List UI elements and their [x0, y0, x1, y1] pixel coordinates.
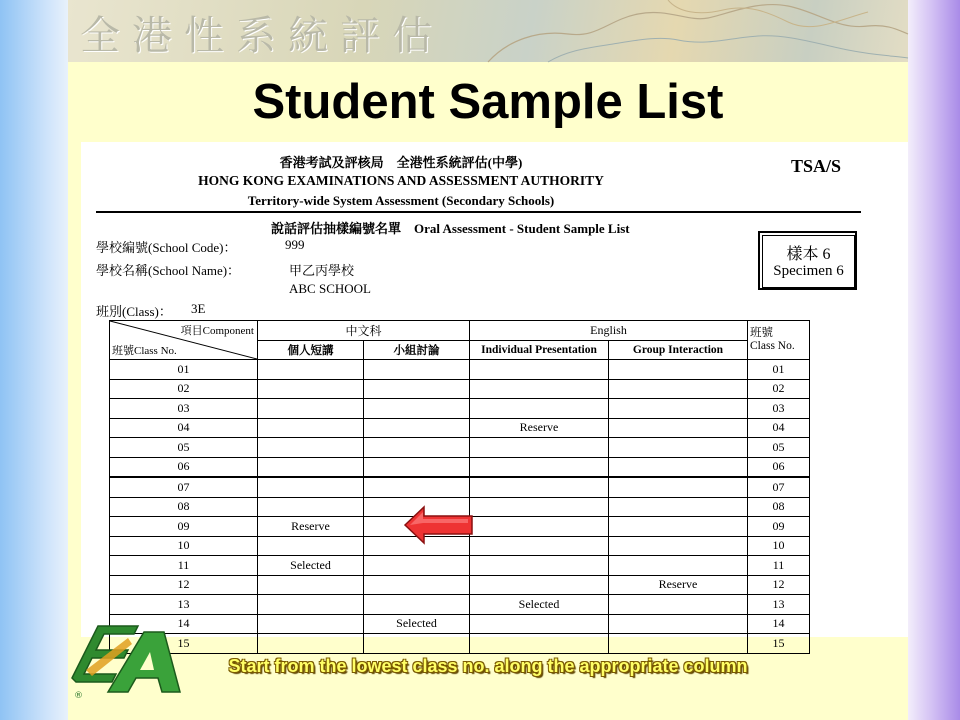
- header-chinese-subject: 中文科: [258, 321, 470, 341]
- cell-zh-individual: [258, 477, 364, 497]
- table-row: [110, 418, 810, 438]
- banner-title: 全港性系統評估: [80, 13, 444, 59]
- header-class-no-en: Class No.: [750, 340, 795, 352]
- doc-list-title: 說話評估抽樣編號名單 Oral Assessment - Student Sample List: [271, 221, 630, 236]
- cell-class-no: 10: [110, 536, 258, 556]
- cell-zh-individual: [258, 497, 364, 517]
- cell-class-no: 12: [110, 575, 258, 595]
- cell-en-group: [609, 379, 748, 399]
- cell-class-no-right: 10: [748, 536, 810, 556]
- table-row: [110, 477, 810, 497]
- header-banner: [68, 0, 908, 62]
- cell-en-individual: [470, 536, 609, 556]
- specimen-label-chinese: 樣本 6: [786, 246, 831, 263]
- cell-class-no: 13: [110, 595, 258, 615]
- cell-zh-individual: [258, 536, 364, 556]
- cell-zh-group: [364, 457, 470, 477]
- table-row: [110, 575, 810, 595]
- cell-zh-individual: [258, 399, 364, 419]
- cell-en-group: [609, 497, 748, 517]
- cell-class-no-right: 01: [748, 360, 810, 380]
- cell-en-group: [609, 477, 748, 497]
- cell-class-no-right: 15: [748, 634, 810, 654]
- table-row: [110, 634, 810, 654]
- corner-class-label: 班號Class No.: [112, 345, 177, 357]
- cell-en-individual: [470, 614, 609, 634]
- cell-zh-group: [364, 360, 470, 380]
- cell-zh-group: [364, 634, 470, 654]
- cell-class-no-right: 02: [748, 379, 810, 399]
- specimen-label-english: Specimen 6: [773, 263, 844, 279]
- cell-en-individual: [470, 517, 609, 537]
- cell-en-individual: [470, 556, 609, 576]
- cell-zh-group: [364, 418, 470, 438]
- school-name-english: ABC SCHOOL: [289, 281, 371, 296]
- cell-en-individual: [470, 575, 609, 595]
- cell-class-no: 08: [110, 497, 258, 517]
- header-zh-group: 小組討論: [364, 340, 470, 360]
- cell-class-no: 04: [110, 418, 258, 438]
- header-english-subject: English: [470, 321, 748, 341]
- cell-zh-individual: [258, 438, 364, 458]
- cell-class-no: 03: [110, 399, 258, 419]
- cell-en-group: [609, 556, 748, 576]
- header-class-no: [748, 321, 810, 360]
- instruction-note: Start from the lowest class no. along the appropriate column: [228, 656, 748, 676]
- cell-class-no-right: 13: [748, 595, 810, 615]
- cell-zh-individual: [258, 379, 364, 399]
- specimen-box: [758, 231, 857, 290]
- cell-en-individual: [470, 379, 609, 399]
- cell-zh-group: [364, 575, 470, 595]
- cell-zh-individual: Selected: [258, 556, 364, 576]
- logo-registered-mark: ®: [74, 691, 83, 701]
- cell-class-no-right: 03: [748, 399, 810, 419]
- cell-zh-individual: [258, 457, 364, 477]
- header-zh-individual: 個人短講: [258, 340, 364, 360]
- cell-class-no-right: 05: [748, 438, 810, 458]
- cell-class-no: 09: [110, 517, 258, 537]
- cell-en-group: [609, 536, 748, 556]
- cell-en-group: [609, 614, 748, 634]
- cell-zh-group: [364, 477, 470, 497]
- cell-class-no-right: 14: [748, 614, 810, 634]
- cell-zh-group: [364, 399, 470, 419]
- slide-title: Student Sample List: [252, 75, 724, 129]
- cell-class-no-right: 08: [748, 497, 810, 517]
- doc-title-english: HONG KONG EXAMINATIONS AND ASSESSMENT AUTHORITY: [198, 173, 604, 188]
- cell-en-individual: [470, 360, 609, 380]
- corner-component-label: 項目Component: [180, 325, 254, 337]
- cell-class-no-right: 06: [748, 457, 810, 477]
- cell-class-no: 14: [110, 614, 258, 634]
- cell-en-individual: [470, 457, 609, 477]
- table-row: [110, 457, 810, 477]
- cell-zh-group: Selected: [364, 614, 470, 634]
- cell-class-no: 01: [110, 360, 258, 380]
- cell-en-group: [609, 457, 748, 477]
- cell-en-group: [609, 399, 748, 419]
- cell-zh-individual: [258, 614, 364, 634]
- cell-zh-individual: [258, 575, 364, 595]
- cell-en-individual: [470, 438, 609, 458]
- class-label: 班別(Class)：: [96, 304, 172, 319]
- cell-class-no-right: 04: [748, 418, 810, 438]
- table-row: [110, 379, 810, 399]
- cell-zh-individual: [258, 595, 364, 615]
- cell-en-group: [609, 418, 748, 438]
- header-en-group: Group Interaction: [609, 340, 748, 360]
- cell-en-individual: [470, 477, 609, 497]
- header-en-individual: Individual Presentation: [470, 340, 609, 360]
- slide: [68, 0, 908, 720]
- cell-zh-group: [364, 438, 470, 458]
- table-corner-header: [110, 321, 258, 360]
- cell-en-individual: Selected: [470, 595, 609, 615]
- cell-en-group: [609, 360, 748, 380]
- cell-en-group: Reserve: [609, 575, 748, 595]
- red-arrow-indicator: [404, 505, 476, 545]
- header-class-no-zh: 班號: [750, 327, 773, 339]
- cell-class-no: 02: [110, 379, 258, 399]
- cell-en-individual: [470, 399, 609, 419]
- table-row: [110, 595, 810, 615]
- cell-class-no-right: 09: [748, 517, 810, 537]
- sample-list-table: [109, 320, 810, 654]
- table-row: [110, 360, 810, 380]
- table-row: [110, 614, 810, 634]
- cell-en-group: [609, 438, 748, 458]
- school-name-label: 學校名稱(School Name)：: [96, 263, 241, 278]
- cell-zh-individual: Reserve: [258, 517, 364, 537]
- school-code-value: 999: [285, 237, 305, 252]
- left-gradient-border: [0, 0, 68, 720]
- table-row: [110, 556, 810, 576]
- right-gradient-border: [908, 0, 960, 720]
- cell-class-no-right: 11: [748, 556, 810, 576]
- school-name-chinese: 甲乙丙學校: [289, 263, 355, 278]
- cell-class-no: 06: [110, 457, 258, 477]
- cell-zh-group: [364, 556, 470, 576]
- cell-en-group: [609, 634, 748, 654]
- cell-en-individual: [470, 634, 609, 654]
- cell-en-group: [609, 517, 748, 537]
- cell-class-no: 11: [110, 556, 258, 576]
- doc-divider: [96, 211, 861, 213]
- cell-zh-individual: [258, 418, 364, 438]
- cell-zh-group: [364, 379, 470, 399]
- doc-title-chinese: 香港考試及評核局 全港性系統評估(中學): [279, 155, 523, 170]
- cell-class-no: 05: [110, 438, 258, 458]
- cell-zh-individual: [258, 634, 364, 654]
- document-scan: [81, 142, 908, 650]
- doc-subtitle: Territory-wide System Assessment (Secondary Schools): [247, 193, 555, 208]
- cell-en-individual: Reserve: [470, 418, 609, 438]
- cell-en-individual: [470, 497, 609, 517]
- cell-en-group: [609, 595, 748, 615]
- cell-class-no-right: 12: [748, 575, 810, 595]
- cell-zh-individual: [258, 360, 364, 380]
- cell-class-no: 15: [110, 634, 258, 654]
- table-row: [110, 438, 810, 458]
- doc-code: TSA/S: [791, 156, 842, 176]
- class-value: 3E: [191, 301, 206, 316]
- table-row: [110, 399, 810, 419]
- cell-class-no-right: 07: [748, 477, 810, 497]
- school-code-label: 學校編號(School Code)：: [96, 240, 237, 255]
- cell-zh-group: [364, 595, 470, 615]
- cell-class-no: 07: [110, 477, 258, 497]
